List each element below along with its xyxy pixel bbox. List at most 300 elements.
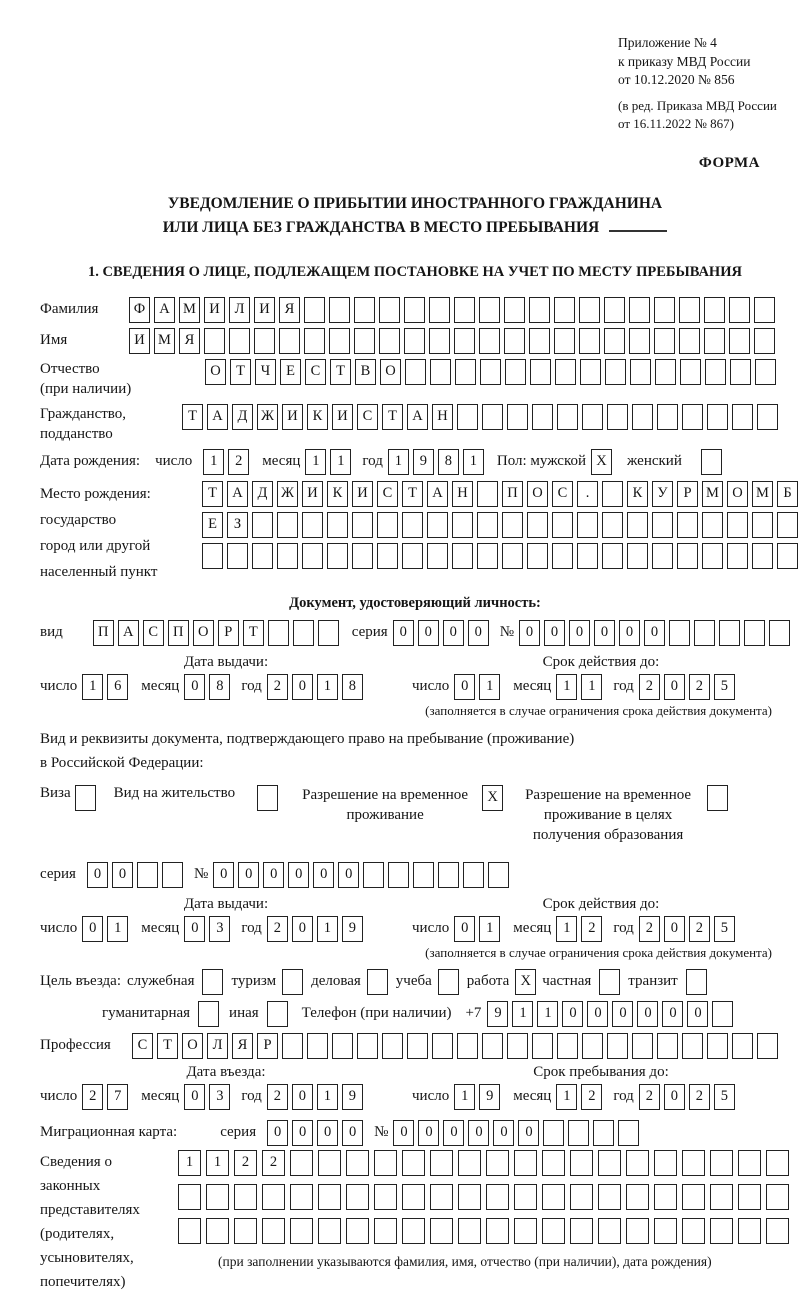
citizenship-cell[interactable] bbox=[732, 404, 753, 430]
citizenship-cell[interactable] bbox=[457, 404, 478, 430]
surname-cell[interactable] bbox=[379, 297, 400, 323]
phone-cell[interactable]: 1 bbox=[512, 1001, 533, 1027]
surname-cell[interactable] bbox=[604, 297, 625, 323]
legal-cell[interactable] bbox=[430, 1218, 453, 1244]
name-cell[interactable] bbox=[754, 328, 775, 354]
birthplace-cell[interactable] bbox=[402, 543, 423, 569]
birthplace-cell[interactable] bbox=[427, 543, 448, 569]
entry-year-cell[interactable]: 9 bbox=[342, 1084, 363, 1110]
doc-issue-month-cell[interactable]: 8 bbox=[209, 674, 230, 700]
surname-cell[interactable] bbox=[529, 297, 550, 323]
surname-cell[interactable] bbox=[479, 297, 500, 323]
surname-cell[interactable] bbox=[329, 297, 350, 323]
citizenship-cell[interactable] bbox=[707, 404, 728, 430]
mig-number-cell[interactable]: 0 bbox=[493, 1120, 514, 1146]
permit-number-cell[interactable] bbox=[413, 862, 434, 888]
profession-cell[interactable]: С bbox=[132, 1033, 153, 1059]
citizenship-cell[interactable]: Ж bbox=[257, 404, 278, 430]
birth-year-cell[interactable]: 1 bbox=[388, 449, 409, 475]
surname-cell[interactable]: Я bbox=[279, 297, 300, 323]
birthplace-cell[interactable] bbox=[527, 543, 548, 569]
birthplace-cell[interactable] bbox=[477, 481, 498, 507]
birthplace-cell[interactable]: Р bbox=[677, 481, 698, 507]
legal-cell[interactable] bbox=[542, 1150, 565, 1176]
permit-valid-year-cell[interactable]: 2 bbox=[689, 916, 710, 942]
legal-cell[interactable] bbox=[486, 1184, 509, 1210]
stay-day-cell[interactable]: 9 bbox=[479, 1084, 500, 1110]
permit-issue-month-cell[interactable]: 3 bbox=[209, 916, 230, 942]
birthplace-cell[interactable]: . bbox=[577, 481, 598, 507]
doc-number-cell[interactable] bbox=[769, 620, 790, 646]
purpose-study-cell[interactable] bbox=[438, 969, 459, 995]
permit-series-field[interactable] bbox=[87, 862, 183, 888]
citizenship-cell[interactable] bbox=[657, 404, 678, 430]
birthplace-cell[interactable] bbox=[277, 543, 298, 569]
patronymic-cell[interactable] bbox=[755, 359, 776, 385]
patronymic-cell[interactable]: С bbox=[305, 359, 326, 385]
profession-cell[interactable] bbox=[282, 1033, 303, 1059]
permit-number-cell[interactable]: 0 bbox=[338, 862, 359, 888]
birthplace-cell[interactable] bbox=[452, 512, 473, 538]
birthplace-cell[interactable]: У bbox=[652, 481, 673, 507]
birthplace-cell[interactable] bbox=[677, 543, 698, 569]
legal-cell[interactable] bbox=[710, 1150, 733, 1176]
name-cell[interactable] bbox=[279, 328, 300, 354]
citizenship-cell[interactable]: К bbox=[307, 404, 328, 430]
birthplace-cell[interactable] bbox=[652, 543, 673, 569]
mig-series-cell[interactable]: 0 bbox=[317, 1120, 338, 1146]
birthplace-cell[interactable] bbox=[627, 512, 648, 538]
profession-field[interactable] bbox=[132, 1033, 778, 1059]
mig-number-cell[interactable]: 0 bbox=[468, 1120, 489, 1146]
purpose-business-checkbox[interactable] bbox=[367, 969, 388, 995]
surname-cell[interactable] bbox=[654, 297, 675, 323]
birthplace-cell[interactable] bbox=[727, 512, 748, 538]
legal-cell[interactable] bbox=[514, 1184, 537, 1210]
legal-cell[interactable] bbox=[542, 1218, 565, 1244]
permit-valid-year-cell[interactable]: 5 bbox=[714, 916, 735, 942]
patronymic-cell[interactable] bbox=[505, 359, 526, 385]
permit-number-cell[interactable] bbox=[463, 862, 484, 888]
birthplace-cell[interactable]: К bbox=[327, 481, 348, 507]
birthplace-cell[interactable] bbox=[502, 512, 523, 538]
profession-cell[interactable]: Л bbox=[207, 1033, 228, 1059]
mig-number-cell[interactable] bbox=[618, 1120, 639, 1146]
birthplace-cell[interactable]: О bbox=[527, 481, 548, 507]
name-cell[interactable]: М bbox=[154, 328, 175, 354]
patronymic-cell[interactable] bbox=[580, 359, 601, 385]
patronymic-cell[interactable] bbox=[680, 359, 701, 385]
patronymic-cell[interactable] bbox=[455, 359, 476, 385]
legal-cell[interactable] bbox=[570, 1184, 593, 1210]
mig-series-field[interactable] bbox=[267, 1120, 363, 1146]
doc-valid-month-field[interactable] bbox=[556, 674, 602, 700]
stay-year-cell[interactable]: 2 bbox=[689, 1084, 710, 1110]
birthplace-cell[interactable] bbox=[202, 543, 223, 569]
surname-cell[interactable]: И bbox=[204, 297, 225, 323]
purpose-other-checkbox[interactable] bbox=[267, 1001, 288, 1027]
doc-issue-day-cell[interactable]: 6 bbox=[107, 674, 128, 700]
phone-cell[interactable]: 0 bbox=[562, 1001, 583, 1027]
birthplace-cell[interactable] bbox=[227, 543, 248, 569]
name-cell[interactable] bbox=[579, 328, 600, 354]
birthplace-cell[interactable] bbox=[602, 481, 623, 507]
entry-day-cell[interactable]: 7 bbox=[107, 1084, 128, 1110]
birthplace-cell[interactable]: Ж bbox=[277, 481, 298, 507]
surname-cell[interactable] bbox=[754, 297, 775, 323]
name-cell[interactable] bbox=[479, 328, 500, 354]
birthplace-cell[interactable]: М bbox=[752, 481, 773, 507]
doc-issue-year-cell[interactable]: 0 bbox=[292, 674, 313, 700]
purpose-business-cell[interactable] bbox=[367, 969, 388, 995]
phone-cell[interactable]: 0 bbox=[637, 1001, 658, 1027]
name-cell[interactable] bbox=[604, 328, 625, 354]
legal-cell[interactable] bbox=[290, 1218, 313, 1244]
permit-number-cell[interactable]: 0 bbox=[263, 862, 284, 888]
patronymic-cell[interactable] bbox=[730, 359, 751, 385]
citizenship-cell[interactable] bbox=[557, 404, 578, 430]
entry-year-cell[interactable]: 1 bbox=[317, 1084, 338, 1110]
citizenship-cell[interactable] bbox=[632, 404, 653, 430]
legal-cell[interactable] bbox=[178, 1218, 201, 1244]
birthplace-cell[interactable] bbox=[727, 543, 748, 569]
doc-issue-year-cell[interactable]: 8 bbox=[342, 674, 363, 700]
entry-year-field[interactable] bbox=[267, 1084, 363, 1110]
phone-cell[interactable]: 0 bbox=[687, 1001, 708, 1027]
legal-cell[interactable] bbox=[318, 1150, 341, 1176]
purpose-private-cell[interactable] bbox=[599, 969, 620, 995]
entry-day-cell[interactable]: 2 bbox=[82, 1084, 103, 1110]
legal-cell[interactable] bbox=[402, 1150, 425, 1176]
permit-valid-month-cell[interactable]: 1 bbox=[556, 916, 577, 942]
purpose-work-cell[interactable]: X bbox=[515, 969, 536, 995]
legal-cell[interactable] bbox=[234, 1184, 257, 1210]
profession-cell[interactable] bbox=[707, 1033, 728, 1059]
birthplace-cell[interactable]: Н bbox=[452, 481, 473, 507]
patronymic-cell[interactable] bbox=[705, 359, 726, 385]
patronymic-cell[interactable] bbox=[555, 359, 576, 385]
birthplace-line1-field[interactable] bbox=[202, 481, 798, 507]
purpose-tourism-checkbox[interactable] bbox=[282, 969, 303, 995]
legal-cell[interactable] bbox=[430, 1184, 453, 1210]
birthplace-cell[interactable]: К bbox=[627, 481, 648, 507]
birthplace-cell[interactable]: П bbox=[502, 481, 523, 507]
birth-month-cell[interactable]: 1 bbox=[330, 449, 351, 475]
doc-valid-year-field[interactable] bbox=[639, 674, 735, 700]
stay-day-cell[interactable]: 1 bbox=[454, 1084, 475, 1110]
legal-cell[interactable] bbox=[598, 1218, 621, 1244]
birthplace-cell[interactable] bbox=[377, 543, 398, 569]
patronymic-cell[interactable]: О bbox=[205, 359, 226, 385]
sex-female-checkbox[interactable] bbox=[701, 449, 722, 475]
stay-year-cell[interactable]: 5 bbox=[714, 1084, 735, 1110]
doc-valid-day-field[interactable] bbox=[454, 674, 500, 700]
legal-cell[interactable] bbox=[430, 1150, 453, 1176]
legal-cell[interactable] bbox=[654, 1150, 677, 1176]
visa-checkbox-cell[interactable] bbox=[75, 785, 96, 811]
patronymic-cell[interactable] bbox=[430, 359, 451, 385]
name-cell[interactable] bbox=[254, 328, 275, 354]
entry-year-cell[interactable]: 0 bbox=[292, 1084, 313, 1110]
birthplace-cell[interactable] bbox=[552, 512, 573, 538]
legal-cell[interactable] bbox=[766, 1218, 789, 1244]
profession-cell[interactable] bbox=[682, 1033, 703, 1059]
stay-month-field[interactable] bbox=[556, 1084, 602, 1110]
name-cell[interactable] bbox=[429, 328, 450, 354]
birth-year-cell[interactable]: 8 bbox=[438, 449, 459, 475]
doc-kind-cell[interactable]: О bbox=[193, 620, 214, 646]
surname-cell[interactable]: И bbox=[254, 297, 275, 323]
doc-valid-year-cell[interactable]: 5 bbox=[714, 674, 735, 700]
permit-valid-month-cell[interactable]: 2 bbox=[581, 916, 602, 942]
citizenship-cell[interactable] bbox=[607, 404, 628, 430]
doc-kind-cell[interactable]: П bbox=[168, 620, 189, 646]
birthplace-cell[interactable] bbox=[427, 512, 448, 538]
phone-cell[interactable]: 0 bbox=[662, 1001, 683, 1027]
citizenship-cell[interactable] bbox=[757, 404, 778, 430]
birthplace-cell[interactable]: А bbox=[427, 481, 448, 507]
legal-cell[interactable] bbox=[682, 1184, 705, 1210]
birthplace-cell[interactable] bbox=[577, 543, 598, 569]
doc-kind-cell[interactable]: Т bbox=[243, 620, 264, 646]
patronymic-cell[interactable]: Ч bbox=[255, 359, 276, 385]
birthplace-cell[interactable] bbox=[702, 543, 723, 569]
doc-issue-year-field[interactable] bbox=[267, 674, 363, 700]
permit-issue-year-cell[interactable]: 9 bbox=[342, 916, 363, 942]
name-cell[interactable] bbox=[379, 328, 400, 354]
surname-cell[interactable] bbox=[504, 297, 525, 323]
birthplace-cell[interactable]: Д bbox=[252, 481, 273, 507]
birthplace-cell[interactable]: О bbox=[727, 481, 748, 507]
purpose-study-checkbox[interactable] bbox=[438, 969, 459, 995]
birthplace-cell[interactable] bbox=[627, 543, 648, 569]
purpose-work-checkbox[interactable] bbox=[515, 969, 536, 995]
legal-cell[interactable] bbox=[710, 1218, 733, 1244]
birth-day-field[interactable] bbox=[203, 449, 249, 475]
legal-cell[interactable] bbox=[682, 1150, 705, 1176]
birthplace-cell[interactable] bbox=[452, 543, 473, 569]
name-cell[interactable] bbox=[654, 328, 675, 354]
permit-valid-month-field[interactable] bbox=[556, 916, 602, 942]
legal-cell[interactable] bbox=[766, 1150, 789, 1176]
rvp-checkbox[interactable] bbox=[482, 785, 503, 811]
legal-cell[interactable] bbox=[738, 1218, 761, 1244]
legal-cell[interactable] bbox=[346, 1150, 369, 1176]
legal-cell[interactable] bbox=[458, 1150, 481, 1176]
entry-month-field[interactable] bbox=[184, 1084, 230, 1110]
legal-cell[interactable] bbox=[262, 1184, 285, 1210]
legal-cell[interactable] bbox=[290, 1150, 313, 1176]
birthplace-cell[interactable]: И bbox=[352, 481, 373, 507]
profession-cell[interactable] bbox=[357, 1033, 378, 1059]
permit-number-cell[interactable]: 0 bbox=[213, 862, 234, 888]
legal-cell[interactable] bbox=[346, 1184, 369, 1210]
phone-cell[interactable]: 1 bbox=[537, 1001, 558, 1027]
doc-number-cell[interactable]: 0 bbox=[644, 620, 665, 646]
birthplace-cell[interactable]: З bbox=[227, 512, 248, 538]
mig-number-cell[interactable]: 0 bbox=[443, 1120, 464, 1146]
stay-year-field[interactable] bbox=[639, 1084, 735, 1110]
purpose-transit-cell[interactable] bbox=[686, 969, 707, 995]
entry-day-field[interactable] bbox=[82, 1084, 128, 1110]
name-cell[interactable]: И bbox=[129, 328, 150, 354]
surname-cell[interactable]: Ф bbox=[129, 297, 150, 323]
name-cell[interactable]: Я bbox=[179, 328, 200, 354]
citizenship-cell[interactable]: Т bbox=[182, 404, 203, 430]
legal-line1-field[interactable] bbox=[178, 1150, 789, 1176]
birthplace-cell[interactable] bbox=[377, 512, 398, 538]
birthplace-cell[interactable] bbox=[352, 512, 373, 538]
doc-valid-month-cell[interactable]: 1 bbox=[581, 674, 602, 700]
profession-cell[interactable] bbox=[557, 1033, 578, 1059]
name-cell[interactable] bbox=[529, 328, 550, 354]
name-cell[interactable] bbox=[354, 328, 375, 354]
citizenship-cell[interactable]: Н bbox=[432, 404, 453, 430]
citizenship-cell[interactable]: С bbox=[357, 404, 378, 430]
permit-issue-month-cell[interactable]: 0 bbox=[184, 916, 205, 942]
citizenship-cell[interactable]: И bbox=[332, 404, 353, 430]
permit-issue-year-cell[interactable]: 0 bbox=[292, 916, 313, 942]
doc-issue-month-cell[interactable]: 0 bbox=[184, 674, 205, 700]
legal-cell[interactable] bbox=[374, 1150, 397, 1176]
patronymic-cell[interactable]: Е bbox=[280, 359, 301, 385]
legal-cell[interactable] bbox=[626, 1184, 649, 1210]
birthplace-cell[interactable] bbox=[477, 512, 498, 538]
mig-number-field[interactable] bbox=[393, 1120, 639, 1146]
profession-cell[interactable] bbox=[757, 1033, 778, 1059]
citizenship-cell[interactable] bbox=[482, 404, 503, 430]
stay-month-cell[interactable]: 1 bbox=[556, 1084, 577, 1110]
doc-kind-cell[interactable]: П bbox=[93, 620, 114, 646]
doc-series-cell[interactable]: 0 bbox=[418, 620, 439, 646]
profession-cell[interactable] bbox=[382, 1033, 403, 1059]
doc-kind-cell[interactable] bbox=[268, 620, 289, 646]
entry-month-cell[interactable]: 3 bbox=[209, 1084, 230, 1110]
birthplace-cell[interactable]: Б bbox=[777, 481, 798, 507]
birthplace-cell[interactable] bbox=[577, 512, 598, 538]
doc-issue-year-cell[interactable]: 2 bbox=[267, 674, 288, 700]
entry-year-cell[interactable]: 2 bbox=[267, 1084, 288, 1110]
citizenship-cell[interactable]: А bbox=[407, 404, 428, 430]
permit-number-cell[interactable]: 0 bbox=[288, 862, 309, 888]
legal-cell[interactable] bbox=[654, 1218, 677, 1244]
name-cell[interactable] bbox=[704, 328, 725, 354]
rvp-education-checkbox[interactable] bbox=[707, 785, 728, 811]
birthplace-cell[interactable] bbox=[277, 512, 298, 538]
birthplace-cell[interactable]: С bbox=[377, 481, 398, 507]
birthplace-cell[interactable] bbox=[777, 543, 798, 569]
profession-cell[interactable] bbox=[407, 1033, 428, 1059]
permit-series-cell[interactable]: 0 bbox=[112, 862, 133, 888]
doc-valid-year-cell[interactable]: 2 bbox=[689, 674, 710, 700]
surname-cell[interactable] bbox=[729, 297, 750, 323]
doc-kind-cell[interactable] bbox=[293, 620, 314, 646]
permit-valid-day-cell[interactable]: 1 bbox=[479, 916, 500, 942]
birthplace-cell[interactable] bbox=[652, 512, 673, 538]
rvp-checkbox-cell[interactable]: X bbox=[482, 785, 503, 811]
legal-cell[interactable] bbox=[206, 1218, 229, 1244]
birthplace-cell[interactable] bbox=[527, 512, 548, 538]
birthplace-cell[interactable]: Т bbox=[202, 481, 223, 507]
citizenship-cell[interactable]: Д bbox=[232, 404, 253, 430]
name-cell[interactable] bbox=[454, 328, 475, 354]
patronymic-cell[interactable] bbox=[530, 359, 551, 385]
stay-day-field[interactable] bbox=[454, 1084, 500, 1110]
permit-series-cell[interactable] bbox=[137, 862, 158, 888]
birthplace-cell[interactable] bbox=[702, 512, 723, 538]
legal-cell[interactable] bbox=[458, 1184, 481, 1210]
doc-number-cell[interactable] bbox=[744, 620, 765, 646]
surname-cell[interactable] bbox=[554, 297, 575, 323]
permit-number-cell[interactable]: 0 bbox=[313, 862, 334, 888]
purpose-private-checkbox[interactable] bbox=[599, 969, 620, 995]
patronymic-cell[interactable] bbox=[405, 359, 426, 385]
permit-issue-day-cell[interactable]: 1 bbox=[107, 916, 128, 942]
purpose-tourism-cell[interactable] bbox=[282, 969, 303, 995]
stay-year-cell[interactable]: 0 bbox=[664, 1084, 685, 1110]
profession-cell[interactable]: Р bbox=[257, 1033, 278, 1059]
profession-cell[interactable] bbox=[507, 1033, 528, 1059]
doc-issue-year-cell[interactable]: 1 bbox=[317, 674, 338, 700]
legal-line2-field[interactable] bbox=[178, 1184, 789, 1210]
legal-cell[interactable]: 1 bbox=[206, 1150, 229, 1176]
legal-cell[interactable] bbox=[598, 1150, 621, 1176]
profession-cell[interactable] bbox=[532, 1033, 553, 1059]
permit-number-cell[interactable] bbox=[438, 862, 459, 888]
name-cell[interactable] bbox=[504, 328, 525, 354]
rvp-education-checkbox-cell[interactable] bbox=[707, 785, 728, 811]
stay-year-cell[interactable]: 2 bbox=[639, 1084, 660, 1110]
profession-cell[interactable] bbox=[457, 1033, 478, 1059]
doc-kind-field[interactable] bbox=[93, 620, 339, 646]
purpose-humanitarian-cell[interactable] bbox=[198, 1001, 219, 1027]
purpose-other-cell[interactable] bbox=[267, 1001, 288, 1027]
patronymic-field[interactable] bbox=[205, 359, 776, 385]
name-cell[interactable] bbox=[304, 328, 325, 354]
surname-cell[interactable]: А bbox=[154, 297, 175, 323]
surname-cell[interactable]: М bbox=[179, 297, 200, 323]
sex-male-checkbox[interactable] bbox=[591, 449, 612, 475]
mig-number-cell[interactable] bbox=[543, 1120, 564, 1146]
phone-cell[interactable] bbox=[712, 1001, 733, 1027]
permit-number-cell[interactable] bbox=[388, 862, 409, 888]
birth-day-cell[interactable]: 1 bbox=[203, 449, 224, 475]
permit-issue-month-field[interactable] bbox=[184, 916, 230, 942]
name-cell[interactable] bbox=[729, 328, 750, 354]
legal-cell[interactable] bbox=[598, 1184, 621, 1210]
entry-month-cell[interactable]: 0 bbox=[184, 1084, 205, 1110]
surname-cell[interactable] bbox=[579, 297, 600, 323]
permit-number-cell[interactable]: 0 bbox=[238, 862, 259, 888]
permit-number-field[interactable] bbox=[213, 862, 509, 888]
legal-cell[interactable] bbox=[626, 1218, 649, 1244]
profession-cell[interactable] bbox=[582, 1033, 603, 1059]
birthplace-cell[interactable] bbox=[252, 543, 273, 569]
birthplace-cell[interactable]: И bbox=[302, 481, 323, 507]
doc-issue-day-field[interactable] bbox=[82, 674, 128, 700]
permit-number-cell[interactable] bbox=[363, 862, 384, 888]
legal-cell[interactable] bbox=[654, 1184, 677, 1210]
mig-series-cell[interactable]: 0 bbox=[267, 1120, 288, 1146]
citizenship-cell[interactable] bbox=[532, 404, 553, 430]
permit-issue-year-cell[interactable]: 1 bbox=[317, 916, 338, 942]
doc-number-cell[interactable]: 0 bbox=[519, 620, 540, 646]
doc-valid-year-cell[interactable]: 0 bbox=[664, 674, 685, 700]
patronymic-cell[interactable]: Т bbox=[330, 359, 351, 385]
patronymic-cell[interactable] bbox=[480, 359, 501, 385]
profession-cell[interactable]: О bbox=[182, 1033, 203, 1059]
mig-series-cell[interactable]: 0 bbox=[342, 1120, 363, 1146]
